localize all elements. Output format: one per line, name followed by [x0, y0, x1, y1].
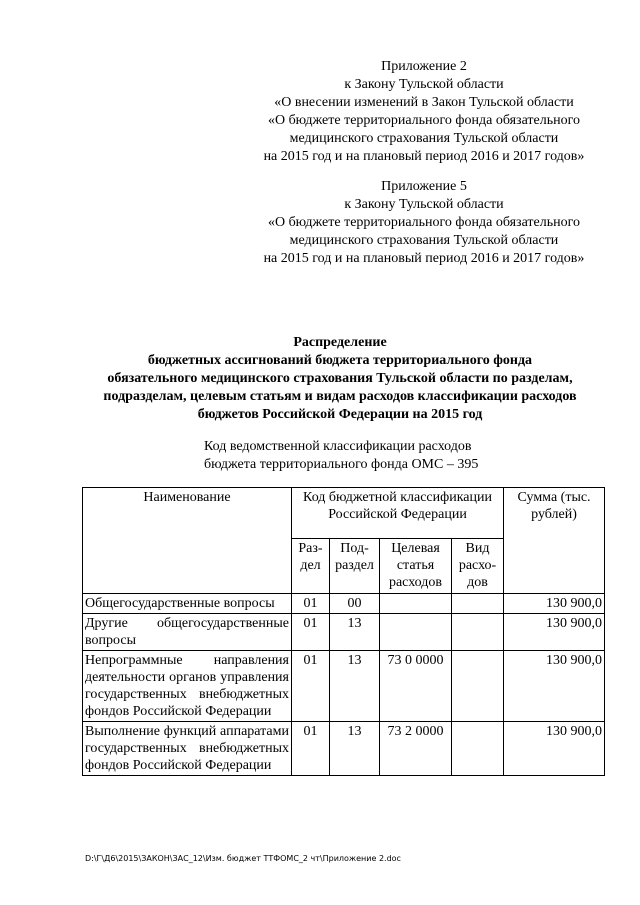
appendix-2-line: медицинского страхования Тульской области — [289, 131, 559, 146]
header-subsection: Под-раздел — [330, 539, 380, 594]
row-name: Выполнение функций аппаратами государственных внебюджетных фондов Российской Федерации — [83, 722, 292, 776]
department-code — [204, 438, 544, 474]
title-line: обязательного медицинского страхования Тульской области по разделам, — [107, 371, 573, 386]
row-name: Общегосударственные вопросы — [83, 594, 292, 614]
row-expense-type — [452, 722, 504, 776]
appendix-2-line: к Закону Тульской области — [344, 77, 504, 92]
appendix-2-line: «О бюджете территориального фонда обязательного — [267, 113, 581, 128]
row-target: 73 0 0000 — [380, 651, 452, 722]
appendix-5-header — [240, 178, 608, 268]
row-sum: 130 900,0 — [504, 594, 605, 614]
title-line: бюджетных ассигнований бюджета территориального фонда — [147, 353, 533, 368]
title-line: Распределение — [293, 335, 387, 350]
header-sum: Сумма (тыс. рублей) — [504, 488, 605, 594]
row-subsection: 13 — [330, 722, 380, 776]
appendix-2-line: Приложение 2 — [381, 59, 467, 74]
row-expense-type — [452, 651, 504, 722]
row-subsection: 13 — [330, 651, 380, 722]
row-name: Другие общегосударственные вопросы — [83, 614, 292, 651]
row-expense-type — [452, 594, 504, 614]
row-sum: 130 900,0 — [504, 614, 605, 651]
appendix-5-line: медицинского страхования Тульской области — [289, 233, 559, 248]
header-expense-type: Вид расхо-дов — [452, 539, 504, 594]
table-header-row — [83, 488, 605, 539]
table-row — [83, 594, 605, 614]
department-code-line: бюджета территориального фонда ОМС – 395 — [204, 457, 479, 472]
title-line: подразделам, целевым статьям и видам расходов классификации расходов — [103, 389, 577, 404]
title-line: бюджетов Российской Федерации на 2015 год — [197, 407, 483, 422]
header-name: Наименование — [83, 488, 292, 594]
row-expense-type — [452, 614, 504, 651]
row-target — [380, 594, 452, 614]
header-code-group: Код бюджетной классификации Российской Федерации — [292, 488, 504, 539]
row-subsection: 00 — [330, 594, 380, 614]
row-target — [380, 614, 452, 651]
row-section: 01 — [292, 651, 330, 722]
file-path-footer: D:\Г\Д6\2015\ЗАКОН\ЗАС_12\Изм. бюджет ТТФОМС_2 чт\Приложение 2.doc — [85, 854, 401, 863]
appendix-2-line: на 2015 год и на плановый период 2016 и 2017 годов» — [263, 149, 585, 164]
row-section: 01 — [292, 614, 330, 651]
header-target: Целевая статья расходов — [380, 539, 452, 594]
row-subsection: 13 — [330, 614, 380, 651]
row-section: 01 — [292, 594, 330, 614]
row-section: 01 — [292, 722, 330, 776]
row-sum: 130 900,0 — [504, 651, 605, 722]
table-row — [83, 614, 605, 651]
appendix-5-line: Приложение 5 — [381, 179, 467, 194]
appendix-5-line: на 2015 год и на плановый период 2016 и 2017 годов» — [263, 251, 585, 266]
appendix-5-line: к Закону Тульской области — [344, 197, 504, 212]
table-row — [83, 651, 605, 722]
budget-table — [82, 487, 605, 776]
table-row — [83, 722, 605, 776]
appendix-2-header — [240, 58, 608, 166]
appendix-2-line: «О внесении изменений в Закон Тульской области — [274, 95, 574, 110]
row-target: 73 2 0000 — [380, 722, 452, 776]
row-name: Непрограммные направления деятельности органов управления государственных внебюджетных фондов Российской Федерации — [83, 651, 292, 722]
document-title — [40, 334, 640, 424]
row-sum: 130 900,0 — [504, 722, 605, 776]
header-section: Раз-дел — [292, 539, 330, 594]
appendix-5-line: «О бюджете территориального фонда обязательного — [267, 215, 581, 230]
department-code-line: Код ведомственной классификации расходов — [204, 439, 472, 454]
